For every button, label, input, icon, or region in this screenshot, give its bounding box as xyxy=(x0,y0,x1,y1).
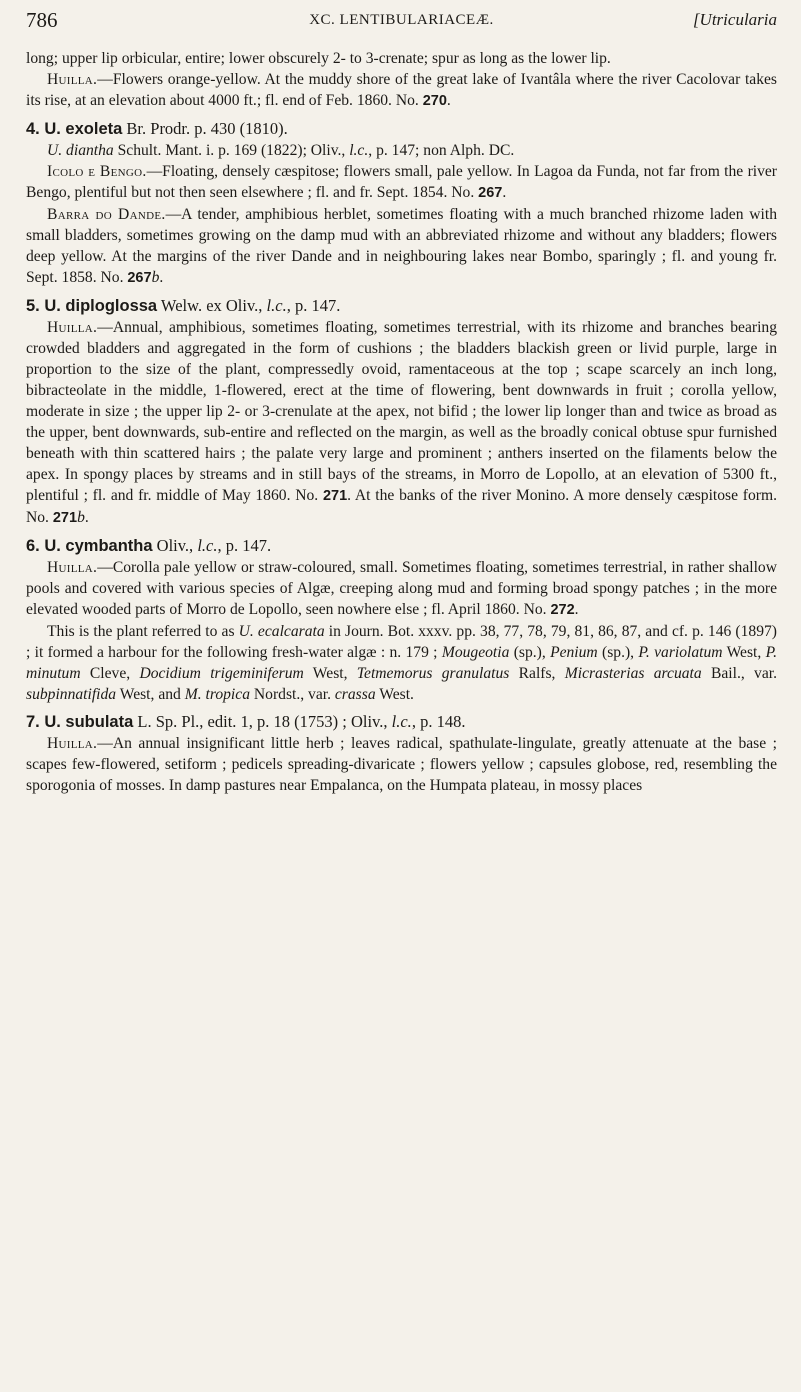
text-run: , p. 148. xyxy=(411,712,466,731)
species-name: 5. U. diploglossa xyxy=(26,297,158,315)
species-heading xyxy=(26,711,777,733)
text-run: West, xyxy=(303,665,357,682)
text-run: Oliv., xyxy=(152,536,198,555)
text-run: Welw. ex Oliv., xyxy=(157,296,267,315)
paragraph xyxy=(26,621,777,705)
italic-text: subpinnatifida xyxy=(26,686,117,703)
italic-text: M. tropica xyxy=(184,686,250,703)
text-run: This is the plant referred to as xyxy=(47,623,239,640)
text-run: long; upper lip orbicular, entire; lower obscurely 2- to 3-crenate; spur as long as the lower lip. xyxy=(26,50,611,67)
paragraph xyxy=(26,48,777,69)
italic-text: P. minutum xyxy=(26,644,777,682)
paragraph xyxy=(26,69,777,112)
text-run: —A tender, amphibious herblet, sometimes floating with a much branched rhizome laden with small bladders, sometimes growing on the damp mud with an abbreviated rhizome and without any bladders; flowers deep yellow. At the margins of the river Dande and in neighbouring lakes near Bombo, sparingly ; fl. and young fr. Sept. 1858. No. xyxy=(26,206,777,286)
genus-heading: [Utricularia xyxy=(692,10,777,29)
species-name: 6. U. cymbantha xyxy=(26,537,153,555)
text-run: —Corolla pale yellow or straw-coloured, small. Sometimes floating, sometimes terrestrial, in rather shallow pools and covered with various species of Algæ, creeping along mud and forming broad spongy patches ; in the more elevated wooded parts of Morro de Lopollo, seen nowhere else ; fl. April 1860. No. xyxy=(26,559,777,618)
locality-name: Huilla. xyxy=(47,559,98,576)
page-header xyxy=(26,8,777,48)
running-title: XC. LENTIBULARIACEÆ. xyxy=(309,12,494,28)
paragraph xyxy=(26,733,777,796)
text-run: , p. 147. xyxy=(217,536,272,555)
text-run: West, and xyxy=(116,686,185,703)
specimen-number: 267 xyxy=(478,185,503,201)
italic-text: l.c. xyxy=(391,712,412,731)
text-run: . xyxy=(446,92,451,109)
text-run: L. Sp. Pl., edit. 1, p. 18 (1753) ; Oliv., xyxy=(133,712,392,731)
species-name: 4. U. exoleta xyxy=(26,120,123,138)
text-run: Bail., var. xyxy=(701,665,777,682)
specimen-number-suffix: b xyxy=(151,269,160,286)
specimen-number-suffix: b xyxy=(77,509,85,526)
locality-name: Barra do Dande. xyxy=(47,206,166,223)
italic-text: Tetmemorus granulatus xyxy=(356,665,510,682)
species-name: 7. U. subulata xyxy=(26,713,134,731)
page-number: 786 xyxy=(26,8,58,32)
text-run: Ralfs, xyxy=(509,665,565,682)
species-heading xyxy=(26,118,777,140)
page-body xyxy=(26,48,777,796)
paragraph xyxy=(26,161,777,204)
paragraph xyxy=(26,317,777,529)
text-run: Cleve, xyxy=(80,665,140,682)
text-run: . xyxy=(574,601,579,618)
italic-text: Penium xyxy=(550,644,598,661)
text-run: —An annual insignificant little herb ; leaves radical, spathulate-lingulate, greatly attenuate at the base ; scapes few-flowered, setiform ; pedicels spreading-divaricate ; flowers yellow ; capsules globose, red, resembling the sporogonia of mosses. In damp pastures near Empalanca, on the Humpata plateau, in mossy places xyxy=(26,735,777,794)
text-run: Nordst., var. xyxy=(250,686,335,703)
text-run: , p. 147. xyxy=(286,296,341,315)
text-run: . xyxy=(159,269,164,286)
paragraph xyxy=(26,557,777,621)
specimen-number: 272 xyxy=(550,602,575,618)
italic-text: P. variolatum xyxy=(638,644,723,661)
text-run: in Journ. Bot. xxxv. pp. 38, 77, 78, 79, 81, 86, 87, and cf. p. 146 (1897) ; it formed a harbour for the following fresh-water algæ : n. 179 ; xyxy=(26,623,777,661)
locality-name: Huilla. xyxy=(47,319,98,336)
locality-name: Icolo e Bengo. xyxy=(47,163,147,180)
text-run: . xyxy=(502,184,507,201)
specimen-number: 271 xyxy=(322,488,348,504)
italic-text: U. diantha xyxy=(47,142,114,159)
italic-text: l.c. xyxy=(266,296,287,315)
specimen-number: 267 xyxy=(127,270,152,286)
specimen-number: 270 xyxy=(422,93,447,109)
locality-name: Huilla. xyxy=(47,71,98,88)
italic-text: Micrasterias arcuata xyxy=(564,665,702,682)
locality-name: Huilla. xyxy=(47,735,98,752)
text-run: . At the banks of the river Monino. A more densely cæspitose form. No. xyxy=(26,487,777,526)
italic-text: l.c. xyxy=(349,142,369,159)
species-heading xyxy=(26,535,777,557)
text-run: West. xyxy=(375,686,414,703)
text-run: —Flowers orange-yellow. At the muddy shore of the great lake of Ivantâla where the river Cacolovar takes its rise, at an elevation about 4000 ft.; fl. end of Feb. 1860. No. xyxy=(26,71,777,109)
species-heading xyxy=(26,295,777,317)
italic-text: Mougeotia xyxy=(441,644,510,661)
italic-text: l.c. xyxy=(197,536,218,555)
italic-text: Docidium trigeminiferum xyxy=(139,665,304,682)
text-run: —Annual, amphibious, sometimes floating, sometimes terrestrial, with its rhizome and branches bearing crowded bladders and aggregated in the form of cushions ; the bladders blackish green or livid purple, large in proportion to the size of the plant, compressedly ovoid, ramentaceous at the top ; scape scarcely an inch long, bibracteolate in the middle, 1-flowered, erect at the time of flowering, bent downwards in fruit ; corolla yellow, moderate in size ; the upper lip 2- or 3-crenulate at the apex, not bifid ; the lower lip longer than and twice as broad as the upper, bent downwards, sub-entire and reflected on the margin, as well as the broadly conical obtuse spur furnished beneath with thin scattered hairs ; the palate very large and prominent ; anthers inserted on the filaments below the apex. In spongy places by streams and in still bays of the streams, in Morro de Lopollo, at an elevation of 5300 ft., plentiful ; fl. and fr. middle of May 1860. No. xyxy=(26,319,777,504)
text-run: (sp.), xyxy=(509,644,551,661)
paragraph xyxy=(26,140,777,161)
text-run: West, xyxy=(722,644,766,661)
italic-text: crassa xyxy=(334,686,376,703)
text-run: (sp.), xyxy=(597,644,639,661)
text-run: , p. 147; non Alph. DC. xyxy=(368,142,515,159)
text-run: Br. Prodr. p. 430 (1810). xyxy=(122,119,288,138)
text-run: . xyxy=(84,509,89,526)
text-run: —Floating, densely cæspitose; flowers small, pale yellow. In Lagoa da Funda, not far from the river Bengo, plentiful but not then seen elsewhere ; fl. and fr. Sept. 1854. No. xyxy=(26,163,777,201)
specimen-number: 271 xyxy=(52,510,78,526)
italic-text: U. ecalcarata xyxy=(238,623,325,640)
paragraph xyxy=(26,204,777,289)
text-run: Schult. Mant. i. p. 169 (1822); Oliv., xyxy=(113,142,350,159)
